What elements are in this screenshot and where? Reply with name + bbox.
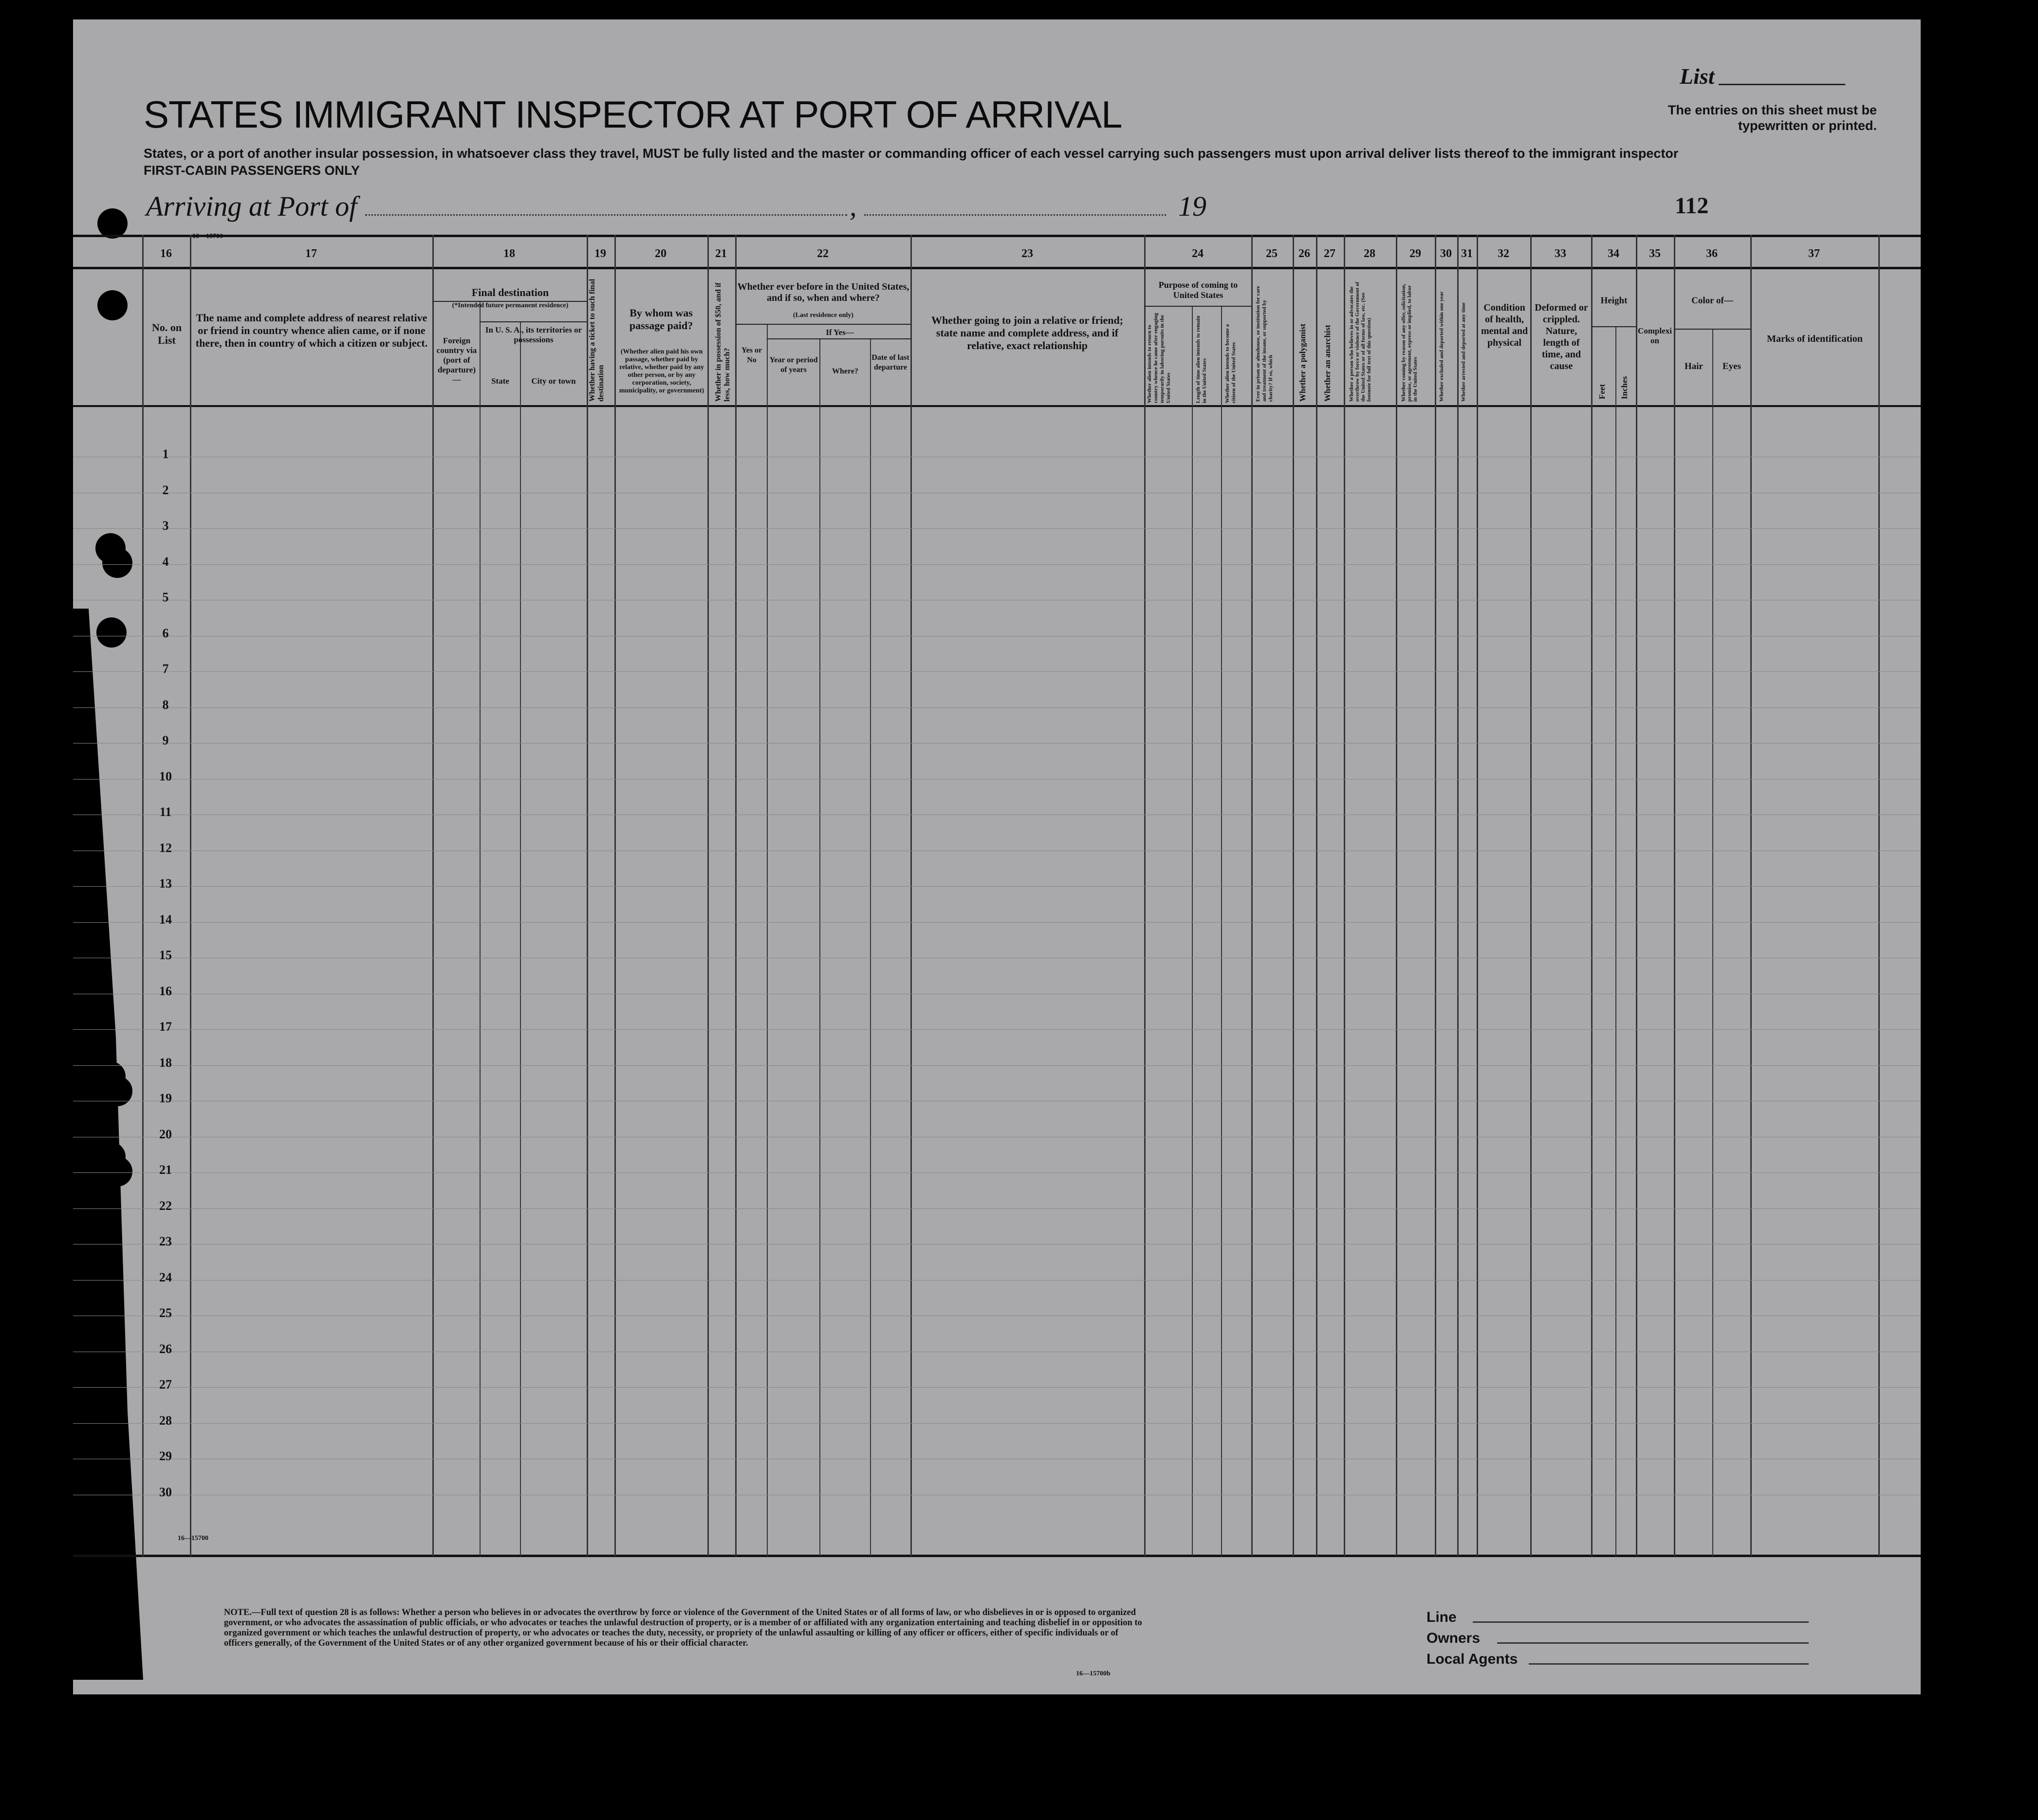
row-number: 8 [162, 697, 169, 712]
header-purpose-length: Length of time alien intends to remain in the United States [1195, 316, 1207, 403]
header-relative-address: The name and complete address of nearest relative or friend in country whence alien came, or if none there, then in country of which a citizen or subject. [195, 312, 428, 349]
column-number: 17 [305, 247, 317, 260]
row-number: 29 [159, 1449, 172, 1463]
row-number: 9 [162, 733, 169, 747]
header-identification: Marks of identification [1767, 334, 1863, 344]
punch-hole [102, 1076, 132, 1106]
line-field[interactable] [1473, 1621, 1809, 1623]
col-divider [1750, 235, 1752, 1556]
punch-hole [97, 208, 128, 239]
column-number: 33 [1555, 247, 1566, 260]
passenger-class: FIRST-CABIN PASSENGERS ONLY [144, 163, 360, 178]
number-row-border [73, 267, 1921, 269]
row-number: 5 [162, 590, 169, 604]
col-divider [1878, 235, 1880, 1556]
row-number: 14 [159, 912, 172, 927]
date-field[interactable] [864, 214, 1166, 216]
header-prison: Ever in prison or almshouse, or institution for care and treatment of the insane, or supported by charity? If so, which [1255, 286, 1274, 402]
row-number: 25 [159, 1306, 172, 1320]
header-date-departure: Date of last departure [871, 353, 909, 371]
row-number: 16 [159, 984, 172, 998]
header-ticket: Whether having a ticket to such final destination [588, 279, 605, 402]
row-number: 18 [159, 1055, 172, 1070]
header-purpose-return: Whether alien intends to return to country whence he came after engaging temporarily in laboring pursuits in the United States [1147, 313, 1171, 403]
header-no-on-list: No. on List [151, 321, 182, 346]
owners-label: Owners [1427, 1630, 1481, 1646]
comma: , [850, 190, 857, 222]
header-if-yes: If Yes— [826, 328, 854, 337]
row-number: 1 [162, 447, 169, 461]
header-hair: Hair [1685, 361, 1703, 371]
col-divider [614, 235, 616, 1556]
col-divider [432, 235, 434, 1556]
col-divider [1674, 235, 1675, 1556]
col-divider [520, 321, 521, 1556]
col-divider [1344, 235, 1345, 1556]
row-line [73, 1423, 1921, 1424]
header-final-destination: Final destination [471, 286, 549, 298]
row-line [73, 1208, 1921, 1209]
header-complexion: Complexion [1638, 326, 1672, 345]
row-line [73, 564, 1921, 565]
header-color-of: Color of— [1691, 296, 1733, 306]
row-line [73, 528, 1921, 529]
col-divider [1477, 235, 1478, 1556]
punch-hole [96, 617, 127, 648]
header-in-usa: In U. S. A., its territories or possessions [485, 325, 582, 344]
row-number: 17 [159, 1020, 172, 1034]
col-divider [1192, 306, 1193, 1556]
row-number: 6 [162, 626, 169, 640]
row-line [73, 707, 1921, 708]
row-number: 30 [159, 1485, 172, 1499]
form-title: STATES IMMIGRANT INSPECTOR AT PORT OF ARRIVAL [144, 93, 1122, 136]
header-excluded: Whether excluded and deported within one year [1439, 291, 1445, 402]
row-number: 26 [159, 1341, 172, 1356]
header-deformed: Deformed or crippled. Nature, length of time, and cause [1535, 302, 1588, 371]
form-code-mid: 16—15700 [178, 1535, 208, 1542]
header-state: State [491, 376, 509, 386]
row-number: 15 [159, 948, 172, 962]
col-divider [1435, 235, 1436, 1556]
column-number: 35 [1649, 247, 1661, 260]
header-feet: Feet [1597, 384, 1607, 399]
subheader-line [1674, 329, 1750, 330]
col-divider [1316, 235, 1317, 1556]
row-number: 4 [162, 554, 169, 569]
column-number: 20 [655, 247, 667, 260]
header-eyes: Eyes [1723, 361, 1741, 371]
subheader-line [480, 321, 587, 322]
header-arrested: Whether arrested and deported at any time [1461, 302, 1466, 402]
row-number: 23 [159, 1234, 172, 1248]
row-line [73, 1029, 1921, 1030]
owners-field[interactable] [1497, 1642, 1809, 1644]
port-field[interactable] [365, 214, 847, 216]
row-number: 20 [159, 1127, 172, 1141]
list-number-field[interactable] [1719, 84, 1845, 85]
column-number: 19 [594, 247, 606, 260]
local-agents-field[interactable] [1529, 1663, 1809, 1665]
subheader-line [1144, 306, 1251, 307]
column-number: 26 [1298, 247, 1310, 260]
local-agents-label: Local Agents [1427, 1651, 1518, 1667]
row-number: 11 [159, 805, 172, 819]
col-divider [1530, 235, 1532, 1556]
column-number: 32 [1498, 247, 1509, 260]
header-where: Where? [832, 367, 858, 375]
column-number: 31 [1461, 247, 1473, 260]
column-number: 37 [1808, 247, 1820, 260]
col-divider [1712, 329, 1713, 1556]
row-number: 22 [159, 1198, 172, 1213]
table-bottom-border [73, 1555, 1921, 1557]
col-divider [142, 235, 144, 1556]
subheader-line [735, 324, 910, 325]
column-number: 25 [1266, 247, 1278, 260]
header-fifty-dollars: Whether in possession of $50, and if less, how much? [714, 282, 731, 402]
header-height: Height [1600, 296, 1628, 306]
instructions: The entries on this sheet must be typewritten or printed. [1667, 103, 1877, 133]
form-sheet [73, 19, 1921, 1694]
header-passage-paid-sub: (Whether alien paid his own passage, whether paid by relative, whether paid by any other person, or by any corporation, society, municipality, or government) [619, 348, 704, 394]
col-divider [735, 235, 737, 1556]
column-number: 28 [1364, 247, 1375, 260]
table-top-border [73, 235, 1921, 237]
col-divider [1396, 235, 1397, 1556]
header-year-period: Year or period of years [769, 356, 818, 374]
col-divider [1221, 306, 1222, 1556]
col-divider [870, 338, 871, 1556]
row-line [73, 1172, 1921, 1173]
sheet-number: 112 [1675, 193, 1709, 219]
col-divider [480, 301, 481, 1556]
header-health: Condition of health, mental and physical [1481, 302, 1528, 348]
footnote: NOTE.—Full text of question 28 is as follows: Whether a person who believes in or advocates the overthrow by force or violence of the Government of the United States or of all forms of law, or who disbelieves in or is opposed to organized government, or who advocates the assassination of public officials, or who advocates or teaches the unlawful destruction of property, or is a member of or affiliated with any organization entertaining and teaching disbelief in or opposition to organized government or which teaches the unlawful destruction of property, or who advocates or teaches the duty, necessity, or propriety of the unlawful assaulting or killing of any officer or officers, either of specific individuals or of officers generally, of the Government of the United States or of any other organized government because of his or their official character. [224, 1608, 1142, 1648]
punch-hole [97, 290, 128, 320]
row-line [73, 1280, 1921, 1281]
row-number: 13 [159, 876, 172, 891]
row-number: 28 [159, 1413, 172, 1428]
punch-hole [102, 548, 132, 578]
row-number: 2 [162, 483, 169, 497]
row-number: 12 [159, 840, 172, 855]
arriving-label: Arriving at Port of [146, 190, 357, 222]
row-line [73, 922, 1921, 923]
header-city: City or town [531, 376, 576, 386]
col-divider [1636, 235, 1637, 1556]
header-purpose-citizen: Whether alien intends to become a citizen of the United States [1224, 324, 1237, 403]
header-question-28: Whether a person who believes in or advocates the overthrow by force or violence of the Government of the United States or of all forms of law, etc. (See footnote for full text of this question) [1349, 281, 1372, 402]
header-anarchist: Whether an anarchist [1323, 324, 1332, 402]
header-passage-paid: By whom was passage paid? [629, 307, 693, 332]
col-divider [1591, 235, 1593, 1556]
column-number: 21 [715, 247, 727, 260]
column-number: 29 [1409, 247, 1421, 260]
line-label: Line [1427, 1609, 1457, 1625]
list-label: List [1680, 64, 1715, 89]
header-yes-no: Yes or No [741, 346, 762, 364]
column-number: 34 [1608, 247, 1619, 260]
row-number: 3 [162, 519, 169, 533]
row-line [73, 671, 1921, 672]
row-number: 10 [159, 769, 172, 783]
col-divider [767, 324, 768, 1556]
row-line [73, 1387, 1921, 1388]
col-divider [819, 338, 820, 1556]
row-line [73, 886, 1921, 887]
column-number: 16 [160, 247, 172, 260]
row-number: 21 [159, 1163, 172, 1177]
column-number: 22 [817, 247, 829, 260]
row-number: 7 [162, 662, 169, 676]
column-number: 23 [1021, 247, 1033, 260]
col-divider [707, 235, 709, 1556]
form-subtitle: States, or a port of another insular possession, in whatsoever class they travel, MUST be fully listed and the master or commanding officer of each vessel carrying such passengers must upon arrival deliver lists thereof to the immigrant inspector [144, 146, 1679, 161]
header-foreign-country: Foreign country via (port of departure)— [436, 336, 477, 384]
col-divider [910, 235, 912, 1556]
punch-hole [102, 1156, 132, 1187]
header-labor-offer: Whether coming by reason of any offer, solicitation, promise, or agreement, express or implied, to labor in the United States [1401, 283, 1418, 402]
header-polygamist: Whether a polygamist [1298, 323, 1307, 402]
header-final-destination-sub: (*Intended future permanent residence) [452, 302, 569, 309]
col-divider [1615, 326, 1616, 1556]
column-number: 18 [503, 247, 515, 260]
header-bottom-border [73, 405, 1921, 407]
row-line [73, 1065, 1921, 1066]
col-divider [190, 235, 191, 1556]
row-number: 24 [159, 1270, 172, 1284]
header-inches: Inches [1620, 376, 1629, 399]
col-divider [587, 235, 588, 1556]
col-divider [1293, 235, 1294, 1556]
col-divider [1144, 235, 1146, 1556]
column-number: 30 [1440, 247, 1452, 260]
subheader-line [1591, 326, 1636, 327]
year-prefix: 19 [1178, 190, 1206, 222]
col-divider [1457, 235, 1459, 1556]
header-ever-before-sub: (Last residence only) [793, 312, 854, 319]
column-number: 27 [1324, 247, 1335, 260]
header-purpose: Purpose of coming to United States [1158, 280, 1238, 300]
form-code-bottom: 16—15700b [1076, 1670, 1111, 1677]
column-number: 24 [1192, 247, 1204, 260]
header-ever-before: Whether ever before in the United States, and if so, when and where? [737, 281, 909, 303]
column-number: 36 [1706, 247, 1718, 260]
row-line [73, 779, 1921, 780]
header-join-relative: Whether going to join a relative or friend; state name and complete address, and if relative, exact relationship [931, 314, 1124, 352]
row-number: 27 [159, 1377, 172, 1392]
col-divider [1251, 235, 1253, 1556]
row-number: 19 [159, 1091, 172, 1105]
